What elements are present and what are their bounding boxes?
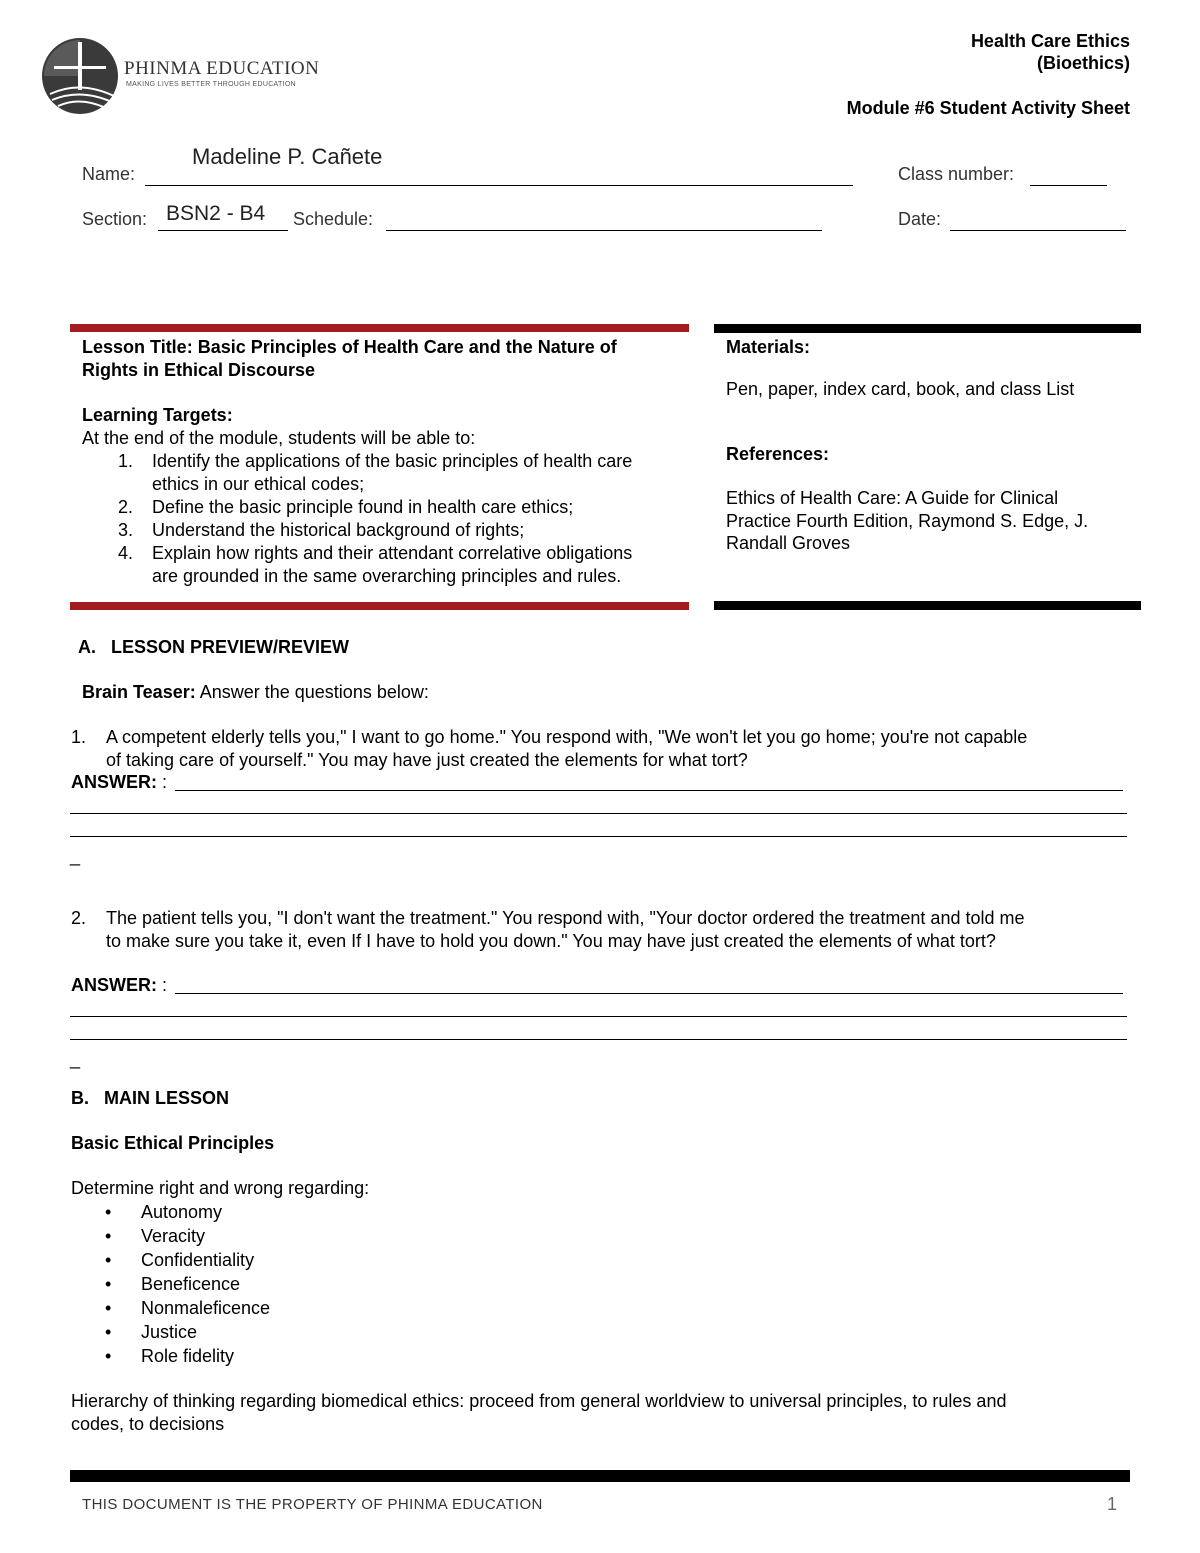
lesson-title-line1: Lesson Title: Basic Principles of Health Care and the Nature of (82, 337, 617, 357)
phinma-emblem-icon (40, 36, 130, 118)
question-2-line1: The patient tells you, "I don't want the treatment." You respond with, "Your doctor ordered the treatment and told me (106, 908, 1025, 928)
section-label: Section: (82, 209, 148, 229)
answer-2-field[interactable] (175, 993, 1123, 994)
lesson-box-top-rule (70, 324, 689, 332)
section-value: BSN2 - B4 (166, 202, 266, 225)
principle-item: • Nonmaleficence (71, 1296, 270, 1320)
question-2-line2: to make sure you take it, even If I have to hold you down." You may have just created the elements of what tort? (106, 931, 996, 951)
section-a-heading: A. LESSON PREVIEW/REVIEW (78, 637, 350, 657)
learning-target-item: 4. Explain how rights and their attendant correlative obligations are grounded in the same overarching principles and rules. (118, 543, 633, 586)
brain-teaser: Brain Teaser: Answer the questions below: (82, 682, 429, 702)
answer-1-line[interactable] (70, 836, 1127, 837)
principle-item: • Veracity (71, 1224, 270, 1248)
section-b-heading: B. MAIN LESSON (71, 1088, 230, 1108)
reference-line1: Ethics of Health Care: A Guide for Clinical (726, 488, 1059, 508)
principle-item: • Confidentiality (71, 1248, 270, 1272)
footer-rule (70, 1470, 1130, 1482)
hierarchy-line1: Hierarchy of thinking regarding biomedical ethics: proceed from general worldview to universal principles, to rules and (71, 1391, 1007, 1411)
principles-intro: Determine right and wrong regarding: (71, 1178, 370, 1198)
principle-item: • Justice (71, 1320, 270, 1344)
principle-item: • Role fidelity (71, 1344, 270, 1368)
section-b-subheading: Basic Ethical Principles (71, 1133, 275, 1153)
answer-1-field[interactable] (175, 790, 1123, 791)
question-1-line1: A competent elderly tells you," I want to go home." You respond with, "We won't let you go home; you're not capable (106, 727, 1028, 747)
answer-2-dash: _ (70, 1049, 81, 1069)
course-title: Health Care Ethics (970, 31, 1130, 51)
lesson-title-line2: Rights in Ethical Discourse (82, 360, 316, 380)
question-2-number: 2. (71, 908, 87, 928)
class-number-label: Class number: (898, 164, 1015, 184)
logo-tagline: MAKING LIVES BETTER THROUGH EDUCATION (126, 81, 296, 88)
footer-text: THIS DOCUMENT IS THE PROPERTY OF PHINMA EDUCATION (82, 1496, 543, 1513)
hierarchy-line2: codes, to decisions (71, 1414, 225, 1434)
module-title: Module #6 Student Activity Sheet (846, 98, 1130, 118)
answer-2-line[interactable] (70, 1016, 1127, 1017)
course-subtitle: (Bioethics) (1036, 53, 1130, 73)
answer-2-label: ANSWER: : (71, 975, 168, 995)
name-value: Madeline P. Cañete (192, 144, 383, 169)
references-heading: References: (726, 444, 830, 464)
page-number: 1 (1106, 1494, 1117, 1514)
materials-box-bottom-rule (714, 601, 1141, 610)
reference-line2: Practice Fourth Edition, Raymond S. Edge, J. (726, 511, 1089, 531)
learning-targets-list (82, 450, 682, 588)
principle-item: • Autonomy (71, 1200, 270, 1224)
answer-1-dash: _ (70, 846, 81, 866)
answer-1-label: ANSWER: : (71, 772, 168, 792)
schedule-field[interactable] (386, 208, 822, 231)
materials-text: Pen, paper, index card, book, and class List (726, 379, 1075, 399)
logo-wordmark: PHINMA EDUCATION (124, 58, 320, 79)
materials-heading: Materials: (726, 337, 811, 357)
principle-item: • Beneficence (71, 1272, 270, 1296)
learning-targets-heading: Learning Targets: (82, 405, 233, 425)
learning-target-item: 2. Define the basic principle found in health care ethics; (118, 497, 574, 517)
principles-list (71, 1200, 270, 1368)
class-number-field[interactable] (1030, 163, 1107, 186)
lesson-box-bottom-rule (70, 602, 689, 610)
date-label: Date: (898, 209, 942, 229)
learning-target-item: 1. Identify the applications of the basic principles of health care ethics in our ethical codes; (118, 451, 633, 494)
date-field[interactable] (950, 208, 1126, 231)
schedule-label: Schedule: (293, 209, 374, 229)
learning-targets-intro: At the end of the module, students will be able to: (82, 428, 476, 448)
answer-2-line[interactable] (70, 1039, 1127, 1040)
reference-line3: Randall Groves (726, 533, 851, 553)
learning-target-item: 3. Understand the historical background of rights; (118, 520, 525, 540)
name-label: Name: (82, 164, 136, 184)
materials-box-top-rule (714, 324, 1141, 333)
question-1-number: 1. (71, 727, 87, 747)
question-1-line2: of taking care of yourself." You may have just created the elements for what tort? (106, 750, 748, 770)
answer-1-line[interactable] (70, 813, 1127, 814)
